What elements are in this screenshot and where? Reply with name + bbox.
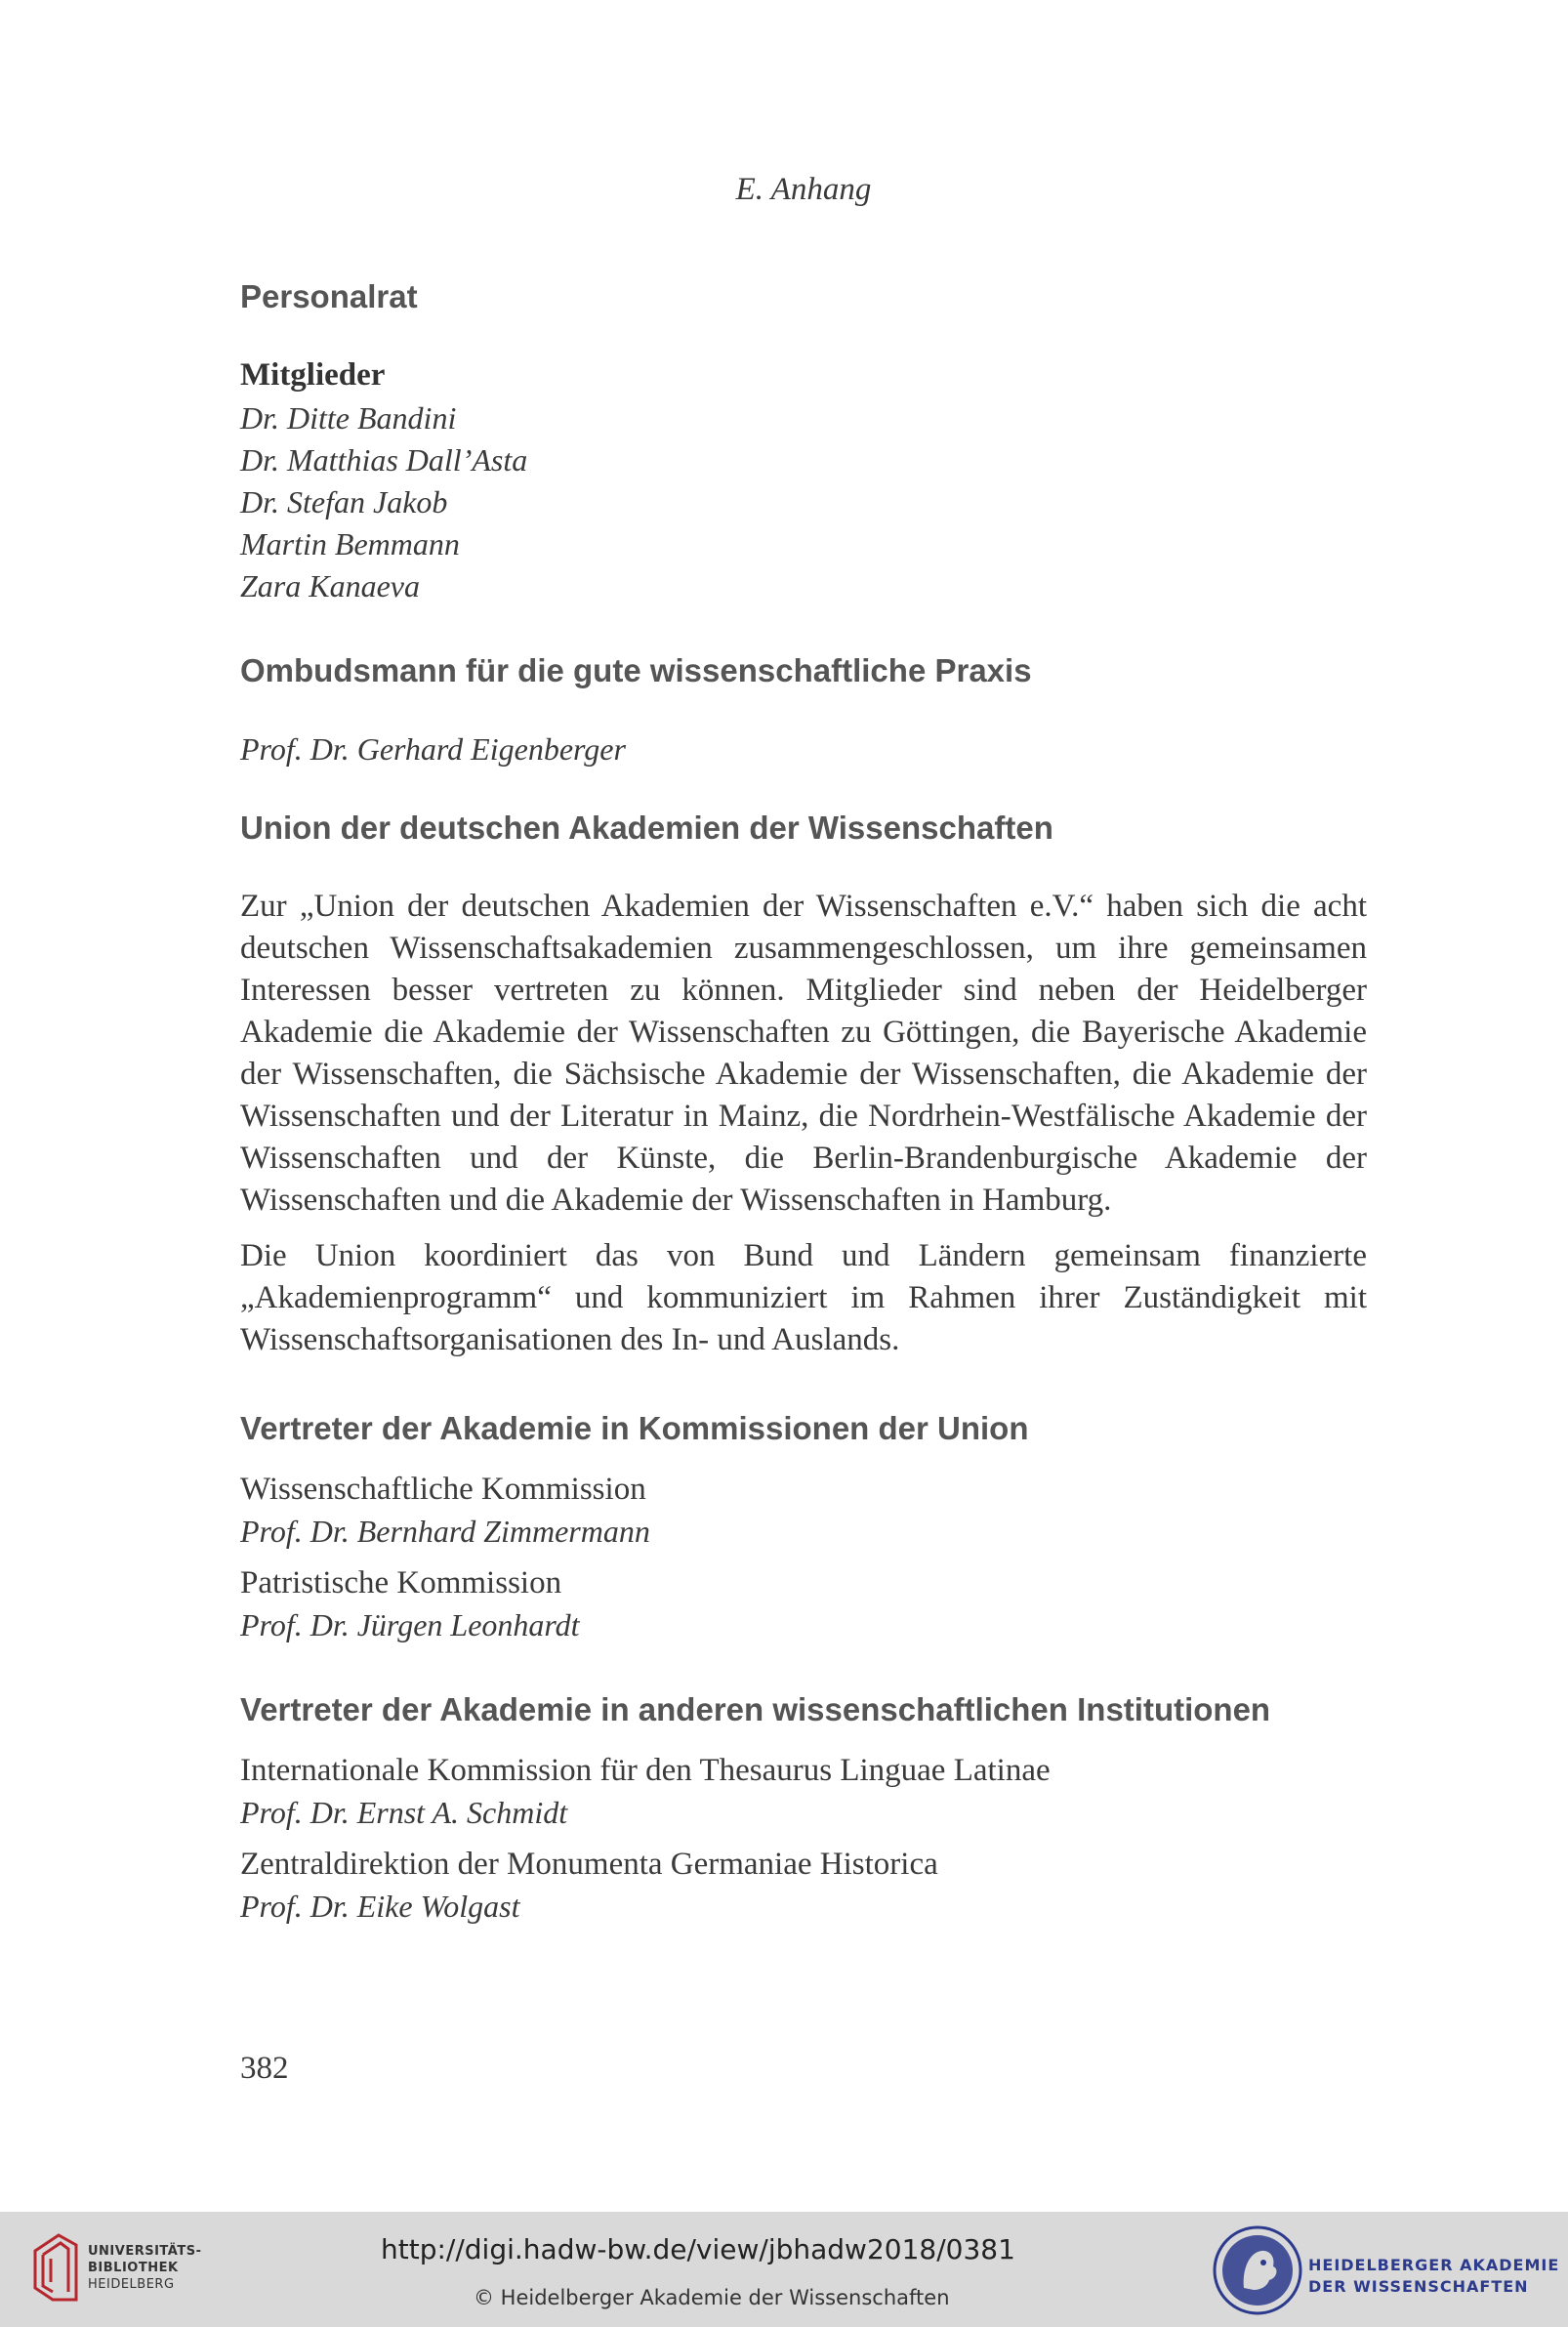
- union-paragraph-1: Zur „Union der deutschen Akademien der Wissenschaften e.V.“ haben sich die acht deutschen Wissenschaftsakademien zusammengeschlossen, um ihre gemeinsamen Interessen besser vertreten zu können. Mitglieder sind neben der Heidelberger Akademie die Akademie der Wissenschaften zu Göttingen, die Bayerische Akademie der Wissenschaften, die Sächsische Akademie der Wissenschaften, die Akademie der Wissenschaften und der Literatur in Mainz, die Nordrhein-Westfälische Akademie der Wissenschaften und der Künste, die Berlin-Brandenburgische Akademie der Wissenschaften und die Akademie der Wissenschaften in Hamburg.: [240, 889, 1367, 1218]
- heading-institutionen: Vertreter der Akademie in anderen wissenschaftlichen Institutionen: [240, 1691, 1271, 1727]
- hadw-logo-line: DER WISSENSCHAFTEN: [1308, 2277, 1529, 2296]
- page-content: [240, 273, 1367, 1928]
- entry-person: Prof. Dr. Eike Wolgast: [240, 1889, 520, 1924]
- entry-person: Prof. Dr. Ernst A. Schmidt: [240, 1795, 568, 1830]
- permalink-url[interactable]: http://digi.hadw-bw.de/view/jbhadw2018/0381: [381, 2233, 1015, 2265]
- member-name: Zara Kanaeva: [240, 568, 420, 603]
- page-number: 382: [240, 2051, 289, 2086]
- ub-logo-text: [88, 2243, 201, 2293]
- entry-title: Zentraldirektion der Monumenta Germaniae Historica: [240, 1847, 938, 1882]
- heading-kommissionen: Vertreter der Akademie in Kommissionen der Union: [240, 1410, 1029, 1446]
- entry-person: Prof. Dr. Jürgen Leonhardt: [240, 1607, 580, 1642]
- institution-entry: [240, 1750, 1367, 1834]
- hadw-logo-text: [1308, 2255, 1559, 2298]
- entry-person: Prof. Dr. Bernhard Zimmermann: [240, 1514, 650, 1549]
- entry-title: Wissenschaftliche Kommission: [240, 1472, 646, 1507]
- entry-title: Internationale Kommission für den Thesaurus Linguae Latinae: [240, 1753, 1051, 1788]
- member-name: Dr. Matthias Dall’Asta: [240, 442, 528, 478]
- entry-title: Patristische Kommission: [240, 1565, 562, 1600]
- member-name: Martin Bemmann: [240, 526, 460, 561]
- kommission-entry: [240, 1562, 1367, 1646]
- heading-ombudsmann: Ombudsmann für die gute wissenschaftliche Praxis: [240, 652, 1032, 688]
- institution-entry: [240, 1844, 1367, 1928]
- kommission-entry: [240, 1469, 1367, 1553]
- ombudsmann-name: Prof. Dr. Gerhard Eigenberger: [240, 731, 626, 767]
- members-list: [240, 397, 1367, 607]
- ub-logo-line: UNIVERSITÄTS-: [88, 2244, 202, 2259]
- footer-bar: [0, 2212, 1568, 2327]
- ub-logo-icon: [29, 2229, 82, 2307]
- copyright-notice: © Heidelberger Akademie der Wissenschaften: [474, 2286, 950, 2309]
- hadw-seal-icon: [1211, 2223, 1304, 2317]
- heading-union: Union der deutschen Akademien der Wissenschaften: [240, 810, 1053, 846]
- ub-logo-line: HEIDELBERG: [88, 2277, 175, 2292]
- running-head: E. Anhang: [735, 172, 872, 207]
- member-name: Dr. Ditte Bandini: [240, 400, 457, 436]
- union-paragraph-2: Die Union koordiniert das von Bund und Ländern gemeinsam finanzierte „Akademienprogramm“ und kommuniziert im Rahmen ihrer Zuständigkeit mit Wissenschaftsorganisationen des In- und Auslands.: [240, 1238, 1367, 1357]
- hadw-logo-line: HEIDELBERGER AKADEMIE: [1308, 2256, 1560, 2274]
- hadw-logo[interactable]: [1211, 2223, 1562, 2317]
- heading-personalrat: Personalrat: [240, 278, 418, 314]
- ub-logo-line: BIBLIOTHEK: [88, 2261, 179, 2275]
- ub-heidelberg-logo[interactable]: [29, 2229, 225, 2307]
- subheading-mitglieder: Mitglieder: [240, 357, 386, 393]
- member-name: Dr. Stefan Jakob: [240, 484, 448, 519]
